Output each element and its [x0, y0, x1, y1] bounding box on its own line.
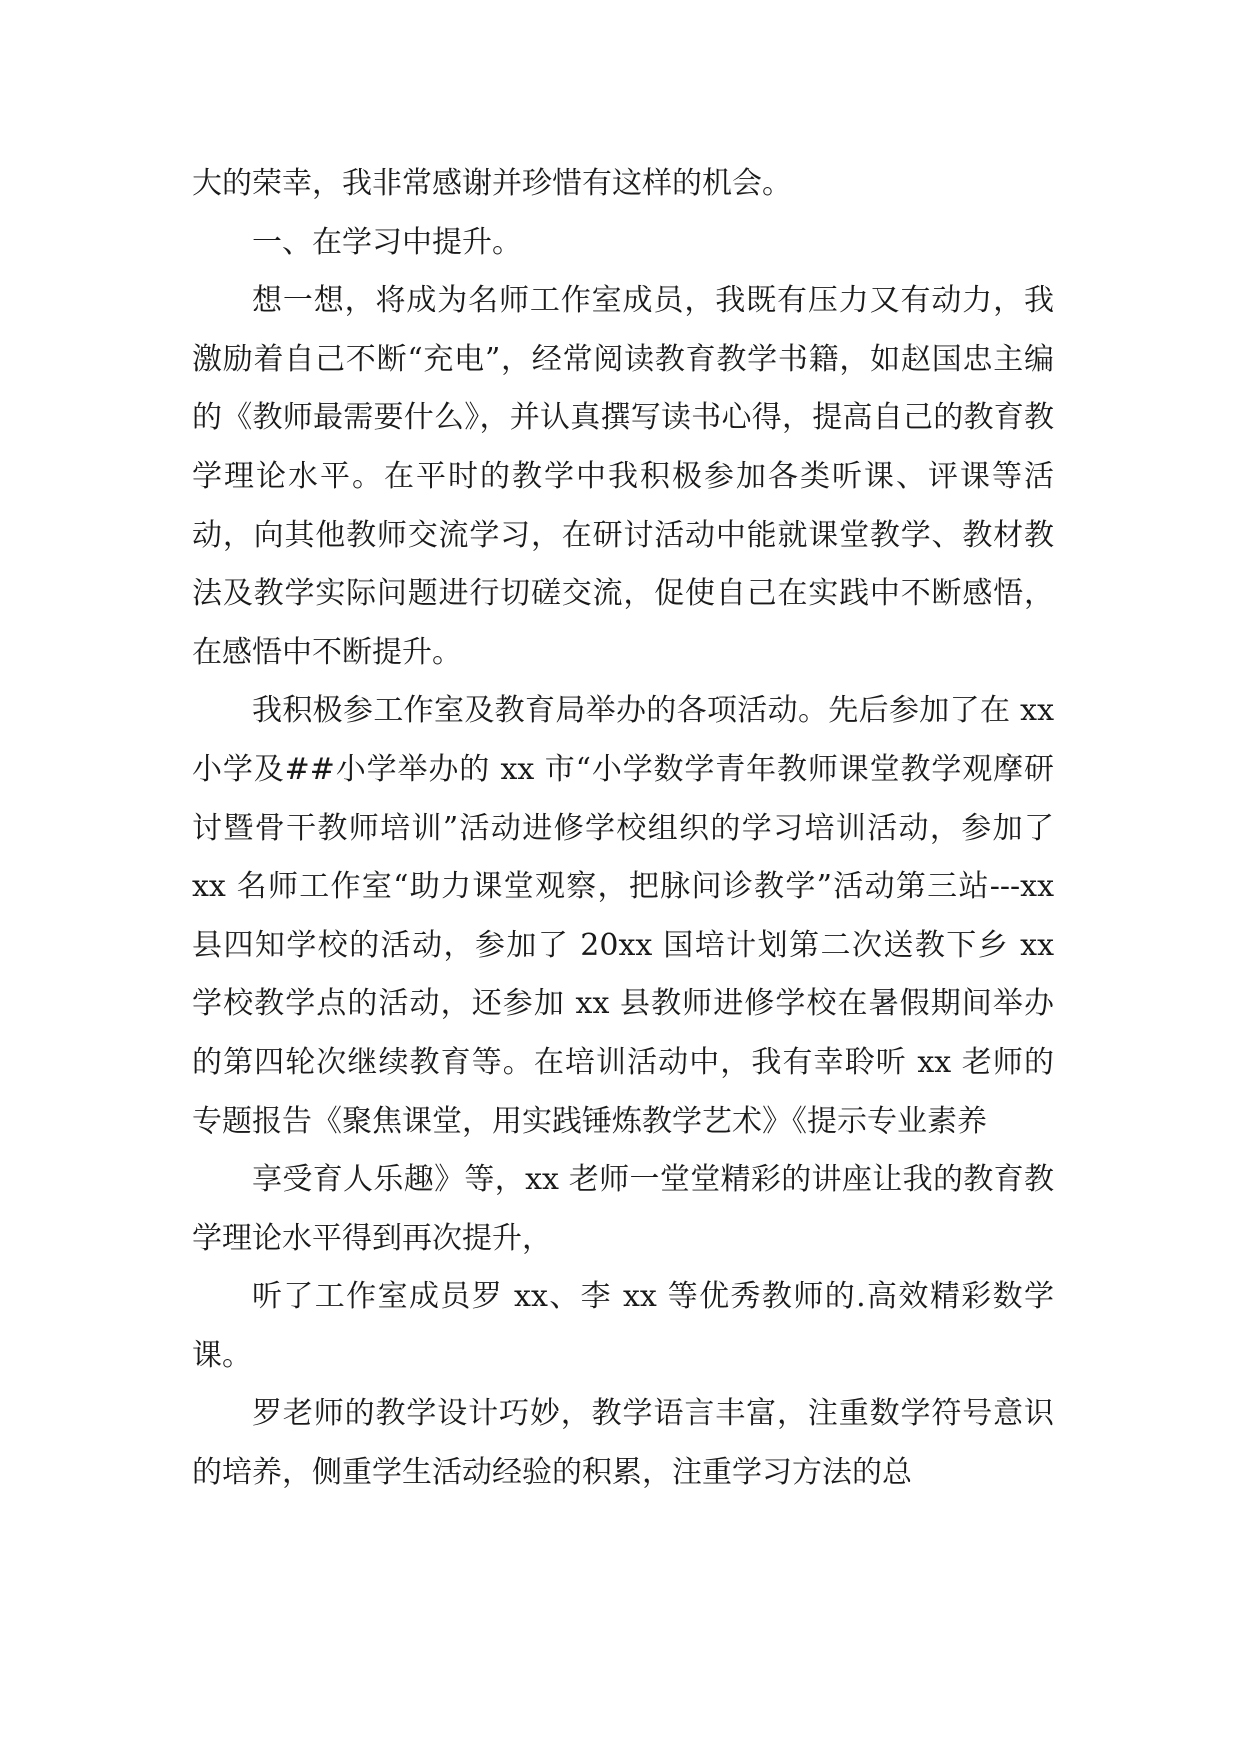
paragraph-lessons: 听了工作室成员罗 xx、李 xx 等优秀教师的.高效精彩数学课。	[192, 1279, 1054, 1373]
section-heading-learning: 一、在学习中提升。	[252, 224, 522, 260]
paragraph-continuation: 大的荣幸，我非常感谢并珍惜有这样的机会。	[192, 166, 792, 201]
paragraph-activities: 我积极参工作室及教育局举办的各项活动。先后参加了在 xx 小学及##小学举办的 xx 市“小学数学青年教师课堂教学观摩研讨暨骨干教师培训”活动进修学校组织的学习培训活动，参加了 xx 名师工作室“助力课堂观察，把脉问诊教学”活动第三站---xx 县四知学校的活动，参加了 20xx 国培计划第二次送教下乡 xx 学校教学点的活动，还参加 xx 县教师进修学校在暑假期间举办的第四轮次继续教育等。在培训活动中，我有幸聆听 xx 老师的专题报告《聚焦课堂，用实践锤炼教学艺术》《提示专业素养	[192, 693, 1054, 1139]
paragraph-teaching-design: 罗老师的教学设计巧妙，教学语言丰富，注重数学符号意识的培养，侧重学生活动经验的积累，注重学习方法的总	[192, 1396, 1054, 1491]
document-page	[192, 155, 1054, 1503]
paragraph-reading: 想一想，将成为名师工作室成员，我既有压力又有动力，我激励着自己不断“充电”，经常阅读教育教学书籍，如赵国忠主编的《教师最需要什么》，并认真撰写读书心得，提高自己的教育教学理论水平。在平时的教学中我积极参加各类听课、评课等活动，向其他教师交流学习，在研讨活动中能就课堂教学、教材教法及教学实际问题进行切磋交流，促使自己在实践中不断感悟，在感悟中不断提升。	[192, 283, 1054, 670]
paragraph-lectures: 享受育人乐趣》等，xx 老师一堂堂精彩的讲座让我的教育教学理论水平得到再次提升，	[192, 1162, 1054, 1256]
